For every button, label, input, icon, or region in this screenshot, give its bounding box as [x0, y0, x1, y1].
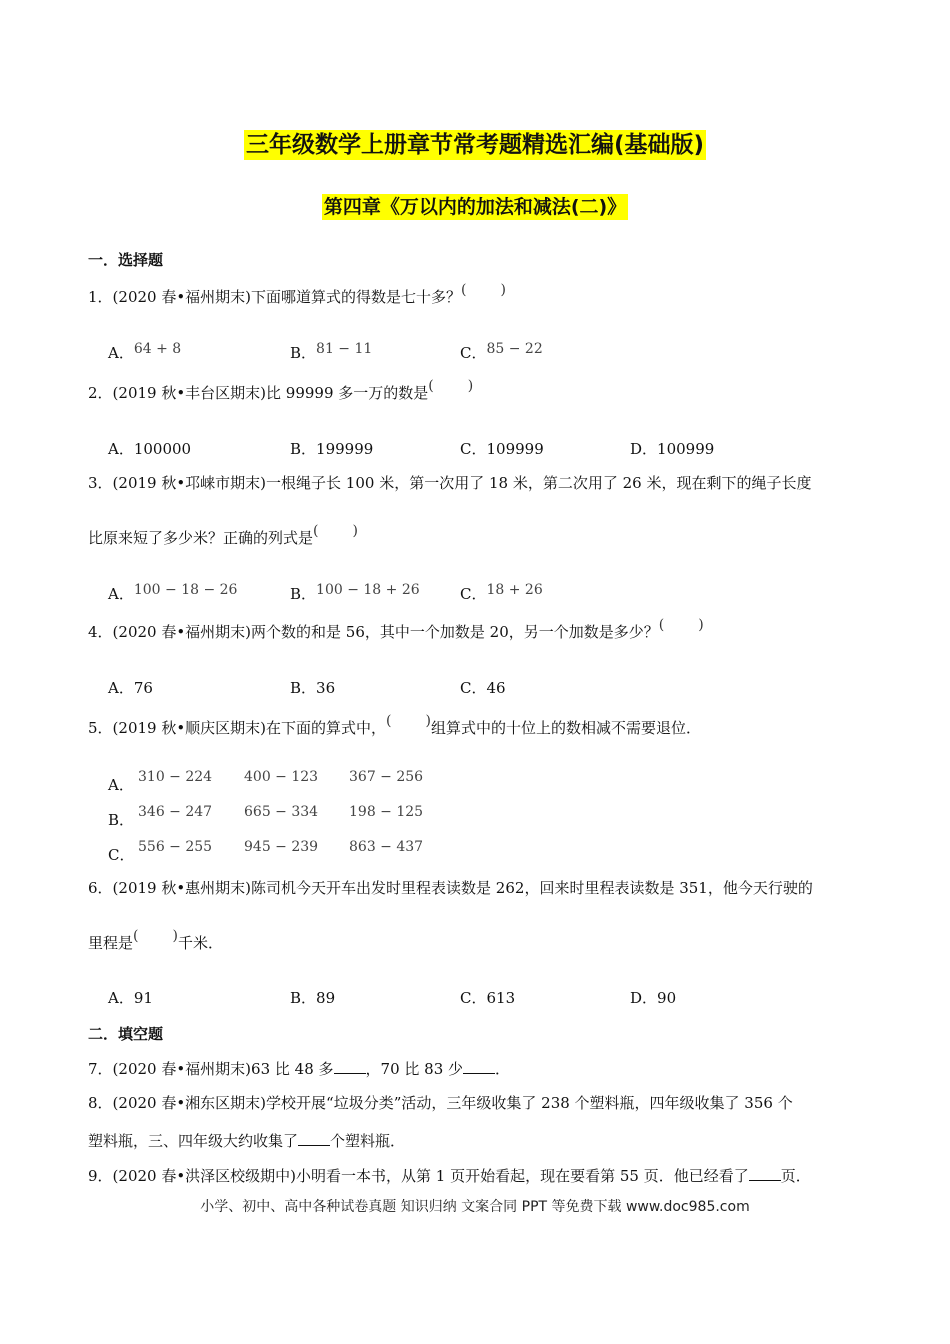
section-heading-choice: 一．选择题: [88, 251, 164, 269]
question-7: 7．(2020 春•福州期末)63 比 48 多 ，70 比 83 少 ．: [88, 1060, 511, 1078]
fill-blank[interactable]: [298, 1133, 330, 1146]
q1-option-b[interactable]: B．81 − 11: [290, 341, 373, 362]
question-2: [88, 378, 474, 403]
q5-b-expr-3: 198 − 125: [349, 804, 424, 820]
question-9: 9．(2020 春•洪泽区校级期中)小明看一本书，从第 1 页开始看起，现在要看第 55 页．他已经看了 页．: [88, 1167, 811, 1185]
section-heading-fill: 二．填空题: [88, 1025, 164, 1043]
fill-blank[interactable]: [463, 1061, 495, 1074]
question-6-line-2: 里程是( )千米．: [88, 928, 223, 952]
q6-option-c[interactable]: C．613: [460, 989, 516, 1007]
question-6-line-1: 6．(2019 秋•惠州期末)陈司机今天开车出发时里程表读数是 262，回来时里程表读数是 351，他今天行驶的: [88, 879, 813, 897]
answer-paren: ( ): [313, 523, 358, 539]
q5-c-expr-1: 556 − 255: [138, 839, 213, 855]
q4-option-b[interactable]: B．36: [290, 679, 336, 697]
answer-paren: ( ): [658, 617, 704, 633]
q4-option-a[interactable]: A．76: [108, 679, 153, 697]
question-1: [88, 282, 506, 307]
q3-option-a[interactable]: A．100 − 18 − 26: [108, 582, 238, 603]
q5-a-expr-2: 400 − 123: [244, 769, 319, 785]
q5-a-expr-3: 367 − 256: [349, 769, 424, 785]
question-2-text: 2．(2019 秋•丰台区期末)比 99999 多一万的数是: [88, 384, 429, 402]
document-title: 三年级数学上册章节常考题精选汇编(基础版): [245, 132, 705, 158]
answer-paren: ( ): [461, 282, 506, 298]
q5-b-expr-2: 665 − 334: [244, 804, 319, 820]
q6-option-b[interactable]: B．89: [290, 989, 336, 1007]
fill-blank[interactable]: [334, 1061, 366, 1074]
fill-blank[interactable]: [749, 1168, 781, 1181]
q5-option-a[interactable]: A． 310 − 224 400 − 123 367 − 256: [108, 769, 424, 794]
q5-a-expr-1: 310 − 224: [138, 769, 213, 785]
question-5: 5．(2019 秋•顺庆区期末)在下面的算式中，( )组算式中的十位上的数相减不需要退位．: [88, 713, 701, 737]
q4-option-c[interactable]: C．46: [460, 679, 506, 697]
chapter-subtitle: 第四章《万以内的加法和减法(二)》: [323, 196, 627, 218]
question-8-line-2: 塑料瓶，三、四年级大约收集了 个塑料瓶．: [88, 1132, 406, 1150]
q5-option-b[interactable]: B． 346 − 247 665 − 334 198 − 125: [108, 804, 424, 829]
question-3-line-2: 比原来短了多少米？正确的列式是( ): [88, 523, 358, 547]
page-footer: 小学、初中、高中各种试卷真题 知识归纳 文案合同 PPT 等免费下载 www.doc985.com: [200, 1199, 750, 1215]
question-3-line-1: 3．(2019 秋•邛崃市期末)一根绳子长 100 米，第一次用了 18 米，第二次用了 26 米，现在剩下的绳子长度: [88, 474, 812, 492]
q6-option-d[interactable]: D．90: [630, 989, 677, 1007]
q1-option-a[interactable]: A．64 + 8: [108, 341, 182, 362]
q2-option-b[interactable]: B．199999: [290, 440, 374, 458]
q5-c-expr-2: 945 − 239: [244, 839, 319, 855]
q3-option-b[interactable]: B．100 − 18 + 26: [290, 582, 420, 603]
q5-c-expr-3: 863 − 437: [349, 839, 424, 855]
question-8-line-1: 8．(2020 春•湘东区期末)学校开展“垃圾分类”活动，三年级收集了 238 个塑料瓶，四年级收集了 356 个: [88, 1094, 793, 1112]
q5-option-c[interactable]: C． 556 − 255 945 − 239 863 − 437: [108, 839, 424, 864]
q5-b-expr-1: 346 − 247: [138, 804, 213, 820]
q2-option-a[interactable]: A．100000: [108, 440, 192, 458]
q1-option-c[interactable]: C．85 − 22: [460, 341, 543, 362]
question-4: 4．(2020 春•福州期末)两个数的和是 56，其中一个加数是 20，另一个加数是多少？( ): [88, 617, 704, 641]
question-1-text: 1．(2020 春•福州期末)下面哪道算式的得数是七十多？: [88, 288, 462, 306]
answer-paren: ( ): [133, 928, 178, 944]
answer-paren: ( ): [428, 378, 474, 394]
answer-paren: ( ): [386, 713, 431, 729]
q6-option-a[interactable]: A．91: [108, 989, 153, 1007]
q2-option-d[interactable]: D．100999: [630, 440, 715, 458]
q2-option-c[interactable]: C．109999: [460, 440, 544, 458]
q3-option-c[interactable]: C．18 + 26: [460, 582, 543, 603]
